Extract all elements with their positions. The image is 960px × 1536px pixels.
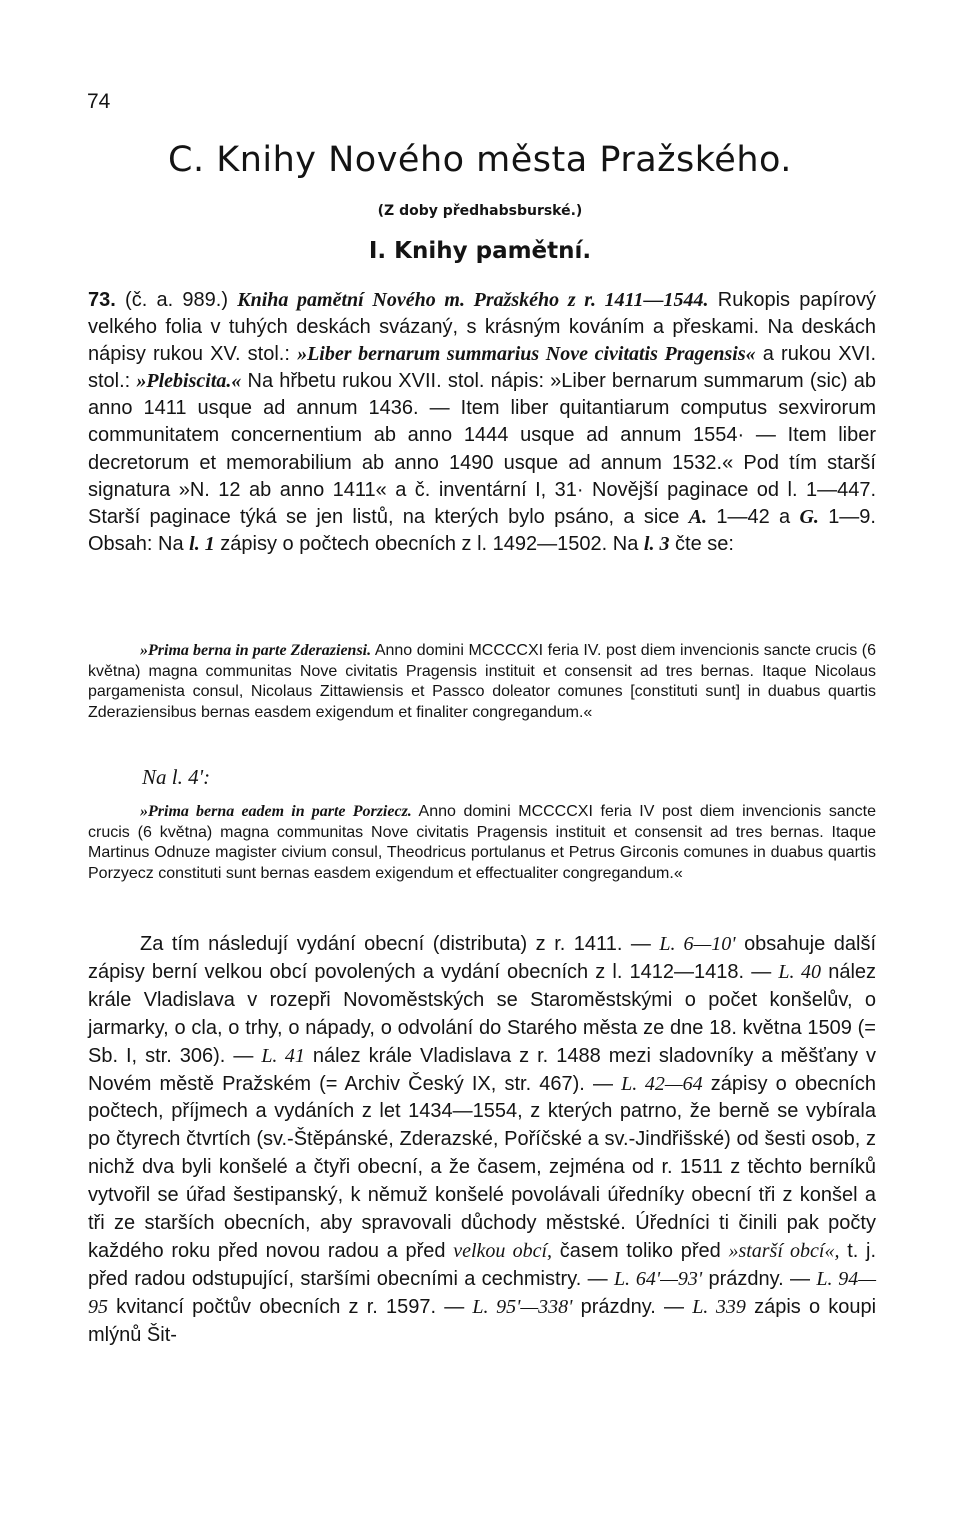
rest-t11: zápis o koupi mlýnů Šit- (88, 1295, 877, 1346)
quote-1-text (88, 641, 876, 724)
leaf-4-heading: Na l. 4': (142, 765, 211, 789)
entry-leaf-1: l. 1 (189, 532, 215, 555)
latin-quote-1 (88, 641, 876, 724)
latin-quote-2 (88, 802, 876, 885)
rest-i6: »starší obcí«, (728, 1239, 840, 1262)
rest-i8: L. 94—95 (88, 1267, 877, 1318)
section-heading: I. Knihy pamětní. (368, 238, 592, 264)
rest-i7: L. 64'—93' (613, 1267, 703, 1290)
chapter-title: C. Knihy Nového města Pražského. (168, 140, 792, 180)
entry-signature: (č. a. 989.) (125, 289, 228, 311)
rest-t9: kvitancí počtův obecních z r. 1597. — (116, 1295, 465, 1318)
chapter-subtitle: (Z doby předhabsburské.) (377, 203, 583, 219)
entry-text-5: 1—9. Obsah: Na (88, 505, 876, 555)
entry-text-2: a rukou XVI. stol.: (88, 343, 877, 393)
rest-i3: L. 41 (261, 1044, 305, 1067)
rest-i10: L. 339 (692, 1295, 746, 1318)
entry-pagination-a: A. (688, 505, 708, 528)
entry-paragraph (88, 287, 876, 558)
rest-i4: L. 42—64 (621, 1072, 703, 1095)
quote-1-lead: »Prima berna in parte Zderaziensi. (140, 642, 372, 659)
rest-t10: prázdny. — (580, 1295, 685, 1318)
entry-pagination-g: G. (799, 505, 819, 528)
page-number: 74 (87, 90, 111, 113)
entry-label-plebiscita: »Plebiscita.« (136, 370, 242, 393)
entry-text-1: Rukopis papírový velkého folia v tuhých deskách svázaný, s krásným kováním a přeskami. Na deskách nápisy rukou XV. stol.: (88, 289, 876, 366)
rest-t8: prázdny. — (708, 1267, 811, 1290)
entry-text-3: Na hřbetu rukou XVII. stol. nápis: »Liber bernarum summarum (sic) ab anno 1411 usque ad annum 1436. — Item liber quitantiarum computus sexvirorum communitatem concernentium ab anno 1444 usque ad annum 1554· — Item liber decretorum et memorabilium ab anno 1490 usque ad annum 1532.« Pod tím starší signatura »N. 12 ab anno 1411« a č. inventární I, 31· Novější paginace od l. 1—447. Starší paginace týká se jen listů, na kterých bylo psáno, a sice (88, 370, 876, 528)
rest-t6: časem toliko před (559, 1239, 721, 1262)
rest-i5: velkou obcí, (453, 1239, 552, 1262)
entry-leaf-3: l. 3 (643, 532, 670, 555)
entry-text (88, 287, 876, 558)
contents-paragraph (88, 931, 876, 1350)
rest-t4: nález krále Vladislava z r. 1488 mezi sladovníky a měšťany v Novém městě Pražském (= Archiv Český IX, str. 467). — (88, 1044, 876, 1095)
entry-number: 73. (88, 289, 116, 311)
entry-book-title: Kniha pamětní Nového m. Pražského z r. 1411—1544. (237, 289, 709, 311)
quote-2-lead: »Prima berna eadem in parte Porziecz. (140, 803, 412, 820)
contents-text (88, 931, 876, 1350)
entry-label-liber: »Liber bernarum summarius Nove civitatis Pragensis« (297, 343, 756, 366)
rest-t1: Za tím následují vydání obecní (distributa) z r. 1411. — (140, 933, 651, 955)
quote-1-body: Anno domini MCCCCXI feria IV. post diem invencionis sancte crucis (6 května) magna communitas Nove civitatis Pragensis instituit et consensit ad tres bernas. Itaque Nicolaus pargamenista consul, Nicolaus Zittawiensis et Passco doleator comunes [constituti sunt] in duabus quartis Zderaziensibus bernas easdem exigendum et finaliter congregandum.« (88, 642, 877, 722)
rest-t2: obsahuje další zápisy berní velkou obcí povolených a vydání obecních z l. 1412—1418. — (88, 933, 876, 983)
rest-t3: nález krále Vladislava v rozepři Novoměstských se Staroměstskými o počet konšelův, o jarmarky, o cla, o trhy, o nápady, o odvolání do Starého města ze dne 18. května 1509 (= Sb. I, str. 306). — (88, 960, 877, 1067)
rest-t7: t. j. před radou odstupující, staršími obecními a cechmistry. — (88, 1239, 876, 1290)
entry-text-7: čte se: (675, 532, 734, 555)
rest-i1: L. 6—10' (659, 933, 736, 955)
rest-i9: L. 95'—338' (472, 1295, 573, 1318)
rest-i2: L. 40 (778, 960, 822, 983)
entry-text-6: zápisy o počtech obecních z l. 1492—1502. Na (220, 532, 639, 555)
quote-2-text (88, 802, 876, 885)
entry-text-4: 1—42 a (716, 505, 791, 528)
quote-2-body: Anno domini MCCCCXI feria IV post diem invencionis sancte crucis (6 května) magna communitas Nove civitatis Pragensis instituit et consensit ad tres bernas. Itaque Martinus Odnuze magister civium consul, Theodricus portulanus et Petrus Girconis comunes in duabus quartis Porzyecz constituti sunt bernas easdem exigendum et effectualiter congregandum.« (88, 803, 877, 883)
rest-t5: zápisy o obecních počtech, příjmech a vydáních z let 1434—1554, z kterých patrno, že berně se vybírala po čtyrech čtvrtích (sv.-Štěpánské, Zderazské, Poříčské a sv.-Jindřišské) od šesti osob, z nichž dva byli konšelé a čtyři obecní, a že časem, zejména od r. 1511 z těchto berníků vytvořil se úřad šestipanský, k němuž konšelé povolávali úředníky obecní tři z konšel a tři ze starších obecních, aby spravovali důchody městské. Úředníci ti činili pak počty každého roku před novou radou a před (88, 1072, 876, 1262)
